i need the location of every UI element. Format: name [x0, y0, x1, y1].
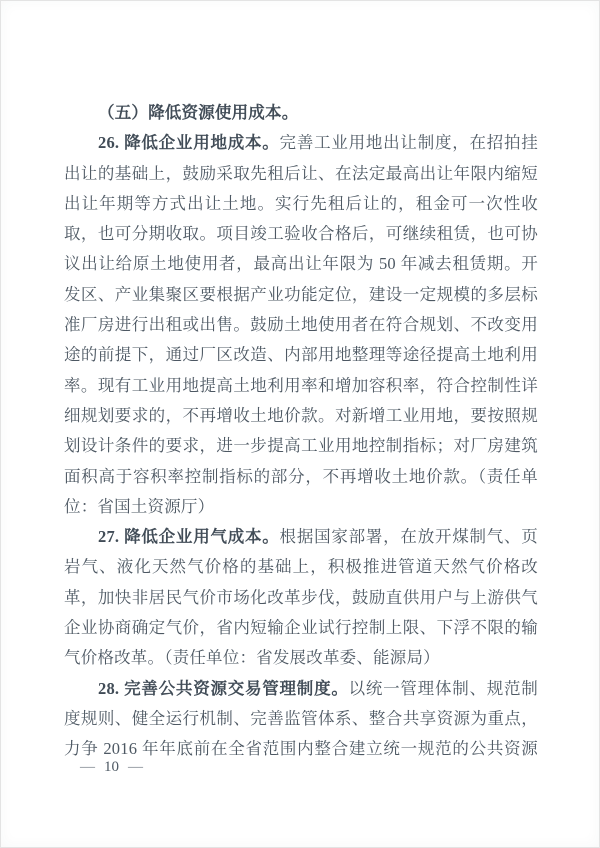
text-segment: 位：省国土资源厅） — [64, 496, 215, 516]
bold-text-segment: 27. 降低企业用气成本。 — [98, 527, 280, 547]
bold-text-segment: （五）降低资源使用成本。 — [98, 103, 299, 122]
item-26-line — [64, 159, 538, 189]
item-26-line — [64, 431, 538, 461]
section-heading — [64, 98, 538, 128]
item-26-line — [64, 462, 538, 492]
text-segment: 完善工业用地出让制度，在招拍挂 — [279, 133, 539, 153]
text-segment: 面积高于容积率控制指标的部分，不再增收土地价款。（责任单 — [64, 466, 538, 486]
bold-text-segment: 28. 完善公共资源交易管理制度。 — [98, 678, 349, 698]
text-segment: 取，也可分期收取。项目竣工验收合格后，可继续租赁，也可协 — [64, 224, 538, 244]
text-segment: 以统一管理体制、规范制 — [348, 678, 538, 698]
item-26-line — [64, 371, 538, 401]
item-27-line — [64, 643, 538, 673]
text-segment: 根据国家部署，在放开煤制气、页 — [279, 527, 539, 547]
item-27-line — [64, 583, 538, 613]
text-segment: 途的前提下，通过厂区改造、内部用地整理等途径提高土地利用 — [64, 345, 538, 365]
item-26-line — [64, 128, 538, 158]
text-segment: 准厂房进行出租或出售。鼓励土地使用者在符合规划、不改变用 — [64, 315, 538, 335]
item-26-line — [64, 249, 538, 279]
text-segment: 率。现有工业用地提高土地利用率和增加容积率，符合控制性详 — [64, 375, 538, 395]
text-segment: 议出让给原土地使用者，最高出让年限为 50 年减去租赁期。开 — [64, 254, 538, 274]
page-footer — [80, 757, 143, 777]
text-segment: 度规则、健全运行机制、完善监管体系、整合共享资源为重点， — [64, 708, 538, 728]
text-segment: 企业协商确定气价，省内短输企业试行控制上限、下浮不限的输 — [64, 618, 538, 638]
text-segment: 出让年期等方式出让土地。实行先租后让的，租金可一次性收 — [64, 193, 538, 213]
item-27-line — [64, 552, 538, 582]
item-26-line — [64, 401, 538, 431]
text-segment: 革，加快非居民气价市场化改革步伐，鼓励直供用户与上游供气 — [64, 587, 538, 607]
text-segment: 气价格改革。（责任单位：省发展改革委、能源局） — [64, 648, 440, 668]
item-26-line — [64, 280, 538, 310]
text-segment: 划设计条件的要求，进一步提高工业用地控制指标；对厂房建筑 — [64, 436, 538, 456]
item-27-line — [64, 522, 538, 552]
document-body — [64, 98, 538, 765]
item-26-line — [64, 189, 538, 219]
page-number: 10 — [104, 758, 119, 775]
item-26-line — [64, 492, 538, 522]
bold-text-segment: 26. 降低企业用地成本。 — [98, 133, 280, 153]
text-segment: 细规划要求的，不再增收土地价款。对新增工业用地，要按照规 — [64, 405, 538, 425]
item-28-line — [64, 704, 538, 734]
item-26-line — [64, 340, 538, 370]
footer-right-dash: — — [128, 758, 143, 775]
text-segment: 发区、产业集聚区要根据产业功能定位，建设一定规模的多层标 — [64, 284, 538, 304]
item-27-line — [64, 613, 538, 643]
footer-left-dash: — — [80, 758, 95, 775]
text-segment: 岩气、液化天然气价格的基础上，积极推进管道天然气价格改 — [64, 557, 538, 577]
text-segment: 出让的基础上，鼓励采取先租后让、在法定最高出让年限内缩短 — [64, 163, 538, 183]
item-26-line — [64, 310, 538, 340]
text-segment: 力争 2016 年年底前在全省范围内整合建立统一规范的公共资源 — [64, 739, 538, 759]
item-28-line — [64, 674, 538, 704]
item-26-line — [64, 219, 538, 249]
